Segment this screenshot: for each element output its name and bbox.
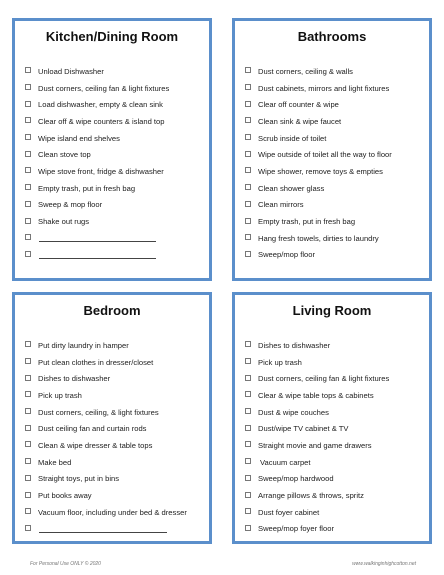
card-title-bathrooms: Bathrooms — [297, 29, 367, 44]
item-label: Dust corners, ceiling & walls — [258, 66, 353, 76]
blank-line[interactable] — [39, 234, 156, 242]
checkbox[interactable] — [25, 117, 31, 123]
item-label: Put clean clothes in dresser/closet — [38, 357, 154, 367]
item-label: Wipe outside of toilet all the way to floor — [258, 150, 392, 160]
item-label: Dust corners, ceiling fan & light fixtures — [38, 83, 170, 93]
checkbox[interactable] — [245, 218, 251, 224]
item-label: Clear off & wipe counters & island top — [38, 116, 165, 126]
checkbox[interactable] — [245, 117, 251, 123]
item-label: Clean shower glass — [258, 183, 325, 193]
item-label: Dust ceiling fan and curtain rods — [38, 424, 147, 434]
list-item — [245, 180, 425, 197]
footer-website: www.walkinginhighcotton.net — [352, 561, 416, 567]
checkbox[interactable] — [25, 218, 31, 224]
list-item — [245, 487, 425, 504]
list-item — [245, 113, 425, 130]
list-item — [25, 197, 205, 214]
list-item — [25, 454, 205, 471]
checkbox[interactable] — [245, 492, 251, 498]
checkbox[interactable] — [25, 201, 31, 207]
item-label: Make bed — [38, 457, 72, 467]
checkbox[interactable] — [25, 151, 31, 157]
list-item — [245, 504, 425, 521]
item-label: Load dishwasher, empty & clean sink — [38, 100, 163, 110]
checkbox[interactable] — [245, 151, 251, 157]
checkbox[interactable] — [25, 167, 31, 173]
item-label: Straight movie and game drawers — [258, 440, 372, 450]
checkbox[interactable] — [245, 67, 251, 73]
checkbox[interactable] — [25, 475, 31, 481]
checkbox[interactable] — [25, 492, 31, 498]
list-item — [245, 80, 425, 97]
checkbox[interactable] — [245, 525, 251, 531]
blank-line[interactable] — [39, 525, 167, 533]
list-item — [245, 197, 425, 214]
list-item — [245, 213, 425, 230]
checkbox[interactable] — [25, 525, 31, 531]
list-item — [245, 521, 425, 538]
item-label: Scrub inside of toilet — [258, 133, 327, 143]
list-item — [25, 113, 205, 130]
list-item — [25, 387, 205, 404]
list-item — [245, 454, 425, 471]
checkbox[interactable] — [245, 134, 251, 140]
checkbox[interactable] — [25, 508, 31, 514]
checkbox[interactable] — [245, 425, 251, 431]
list-item — [245, 130, 425, 147]
list-item — [25, 487, 205, 504]
item-label: Empty trash, put in fresh bag — [38, 183, 136, 193]
item-label: Dust corners, ceiling, & light fixtures — [38, 407, 159, 417]
list-item — [25, 370, 205, 387]
item-label: Dust foyer cabinet — [258, 507, 320, 517]
checkbox[interactable] — [25, 101, 31, 107]
list-item — [25, 437, 205, 454]
checkbox[interactable] — [25, 134, 31, 140]
item-label: Clean mirrors — [258, 200, 304, 210]
checkbox[interactable] — [245, 508, 251, 514]
list-item — [245, 420, 425, 437]
item-label: Sweep/mop hardwood — [258, 474, 334, 484]
checkbox[interactable] — [245, 475, 251, 481]
item-label: Pick up trash — [258, 357, 302, 367]
checklist-bathrooms — [245, 63, 425, 263]
list-item — [245, 230, 425, 247]
item-label: Vacuum carpet — [260, 457, 311, 467]
item-label: Sweep/mop floor — [258, 250, 315, 260]
checkbox[interactable] — [25, 234, 31, 240]
item-label: Put books away — [38, 491, 92, 501]
list-item — [25, 146, 205, 163]
item-label: Pick up trash — [38, 390, 82, 400]
checkbox[interactable] — [245, 408, 251, 414]
list-item — [25, 354, 205, 371]
item-label: Put dirty laundry in hamper — [38, 340, 129, 350]
checkbox[interactable] — [25, 341, 31, 347]
checkbox[interactable] — [245, 251, 251, 257]
card-living-room — [232, 292, 432, 544]
checkbox[interactable] — [245, 84, 251, 90]
checkbox[interactable] — [245, 358, 251, 364]
card-kitchen-dining-room — [12, 18, 212, 281]
card-bedroom — [12, 292, 212, 544]
item-label: Sweep/mop foyer floor — [258, 524, 334, 534]
item-label: Wipe stove front, fridge & dishwasher — [38, 166, 164, 176]
list-item — [25, 337, 205, 354]
checkbox[interactable] — [245, 391, 251, 397]
item-label: Clear off counter & wipe — [258, 100, 339, 110]
checkbox[interactable] — [25, 425, 31, 431]
item-label: Clean stove top — [38, 150, 91, 160]
checklist-bedroom — [25, 337, 205, 537]
list-item — [25, 96, 205, 113]
item-label: Wipe island end shelves — [38, 133, 120, 143]
item-label: Dust/wipe TV cabinet & TV — [258, 424, 349, 434]
card-bathrooms — [232, 18, 432, 281]
item-label: Dust & wipe couches — [258, 407, 329, 417]
item-label: Shake out rugs — [38, 217, 90, 227]
item-label: Vacuum floor, including under bed & dresser — [38, 507, 187, 517]
checkbox[interactable] — [25, 458, 31, 464]
checkbox[interactable] — [25, 251, 31, 257]
checkbox[interactable] — [245, 375, 251, 381]
item-label: Dishes to dishwasher — [258, 340, 331, 350]
list-item — [245, 96, 425, 113]
checkbox[interactable] — [245, 341, 251, 347]
checkbox[interactable] — [245, 167, 251, 173]
card-title-living-room: Living Room — [292, 303, 372, 318]
checkbox[interactable] — [25, 375, 31, 381]
list-item — [25, 404, 205, 421]
card-title-bedroom: Bedroom — [83, 303, 141, 318]
item-label: Sweep & mop floor — [38, 200, 103, 210]
checkbox[interactable] — [25, 84, 31, 90]
blank-list-item — [25, 521, 205, 538]
item-label: Empty trash, put in fresh bag — [258, 217, 356, 227]
list-item — [25, 80, 205, 97]
checklist-kitchen — [25, 63, 205, 263]
list-item — [245, 146, 425, 163]
item-label: Unload Dishwasher — [38, 66, 104, 76]
list-item — [245, 471, 425, 488]
blank-line[interactable] — [39, 251, 156, 259]
item-label: Dust cabinets, mirrors and light fixtures — [258, 83, 390, 93]
item-label: Clear & wipe table tops & cabinets — [258, 390, 374, 400]
list-item — [25, 163, 205, 180]
checkbox[interactable] — [245, 101, 251, 107]
checkbox[interactable] — [245, 234, 251, 240]
item-label: Arrange pillows & throws, spritz — [258, 491, 364, 501]
list-item — [245, 354, 425, 371]
list-item — [245, 247, 425, 264]
checkbox[interactable] — [245, 184, 251, 190]
blank-list-item — [25, 247, 205, 264]
checkbox[interactable] — [25, 358, 31, 364]
list-item — [245, 337, 425, 354]
card-title-kitchen: Kitchen/Dining Room — [45, 29, 179, 44]
checkbox[interactable] — [245, 441, 251, 447]
item-label: Clean & wipe dresser & table tops — [38, 440, 153, 450]
list-item — [245, 404, 425, 421]
checkbox[interactable] — [25, 441, 31, 447]
list-item — [25, 130, 205, 147]
checkbox[interactable] — [25, 67, 31, 73]
checkbox[interactable] — [245, 458, 251, 464]
item-label: Dishes to dishwasher — [38, 374, 111, 384]
checkbox[interactable] — [25, 391, 31, 397]
list-item — [245, 370, 425, 387]
item-label: Clean sink & wipe faucet — [258, 116, 342, 126]
list-item — [245, 437, 425, 454]
list-item — [25, 63, 205, 80]
item-label: Hang fresh towels, dirties to laundry — [258, 233, 379, 243]
list-item — [25, 420, 205, 437]
checkbox[interactable] — [25, 408, 31, 414]
checkbox[interactable] — [25, 184, 31, 190]
list-item — [25, 213, 205, 230]
checklist-living-room — [245, 337, 425, 537]
checkbox[interactable] — [245, 201, 251, 207]
list-item — [25, 504, 205, 521]
item-label: Dust corners, ceiling fan & light fixtures — [258, 374, 390, 384]
list-item — [245, 163, 425, 180]
list-item — [25, 180, 205, 197]
list-item — [245, 63, 425, 80]
item-label: Straight toys, put in bins — [38, 474, 120, 484]
blank-list-item — [25, 230, 205, 247]
item-label: Wipe shower, remove toys & empties — [258, 166, 383, 176]
list-item — [245, 387, 425, 404]
footer-copyright: For Personal Use ONLY © 2020 — [30, 561, 101, 567]
list-item — [25, 471, 205, 488]
